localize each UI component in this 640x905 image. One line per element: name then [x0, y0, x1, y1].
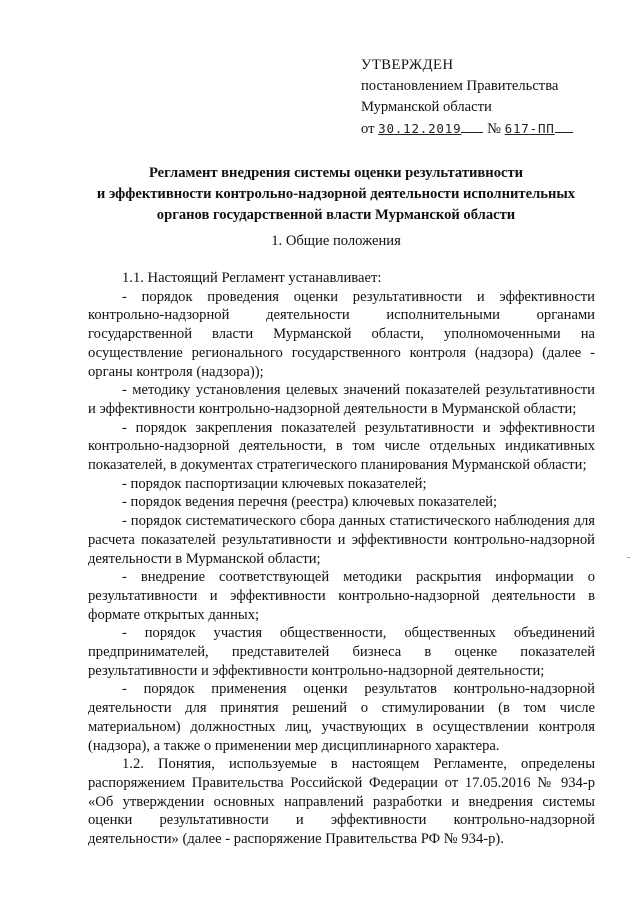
list-item: - порядок проведения оценки результативности и эффективности контрольно-надзорной деятельности исполнительными органами государственной власти Мурманской области, уполномоченными на осуществление регионального государственного контроля (надзора) (далее - органы контроля (надзора));: [88, 288, 595, 380]
list-item: - методику установления целевых значений показателей результативности и эффективности контрольно-надзорной деятельности в Мурманской области;: [88, 382, 595, 417]
approval-from-label: от: [361, 121, 375, 137]
list-item: - порядок паспортизации ключевых показателей;: [122, 475, 427, 492]
paragraph-1-2: 1.2. Понятия, используемые в настоящем Регламенте, определены распоряжением Правительства Российской Федерации от 17.05.2016 № 934-р «Об утверждении основных направлений разработки и внедрения системы оценки результативности и эффективности контрольно-надзорной деятельности» (далее - распоряжение Правительства РФ № 934-р).: [88, 756, 595, 848]
list-item: - порядок участия общественности, общественных объединений предпринимателей, представителей бизнеса в оценке показателей результативности и эффективности контрольно-надзорной деятельности;: [88, 625, 595, 679]
document-body: [88, 269, 595, 849]
title-line-3: органов государственной власти Мурманской области: [156, 207, 516, 223]
approval-heading: УТВЕРЖДЕН: [361, 57, 454, 73]
approval-stamp: [361, 55, 573, 140]
paragraph-1-1: 1.1. Настоящий Регламент устанавливает:: [122, 270, 382, 286]
approval-number: 617-ПП: [504, 121, 555, 136]
list-item: - порядок применения оценки результатов контрольно-надзорной деятельности для принятия решений о стимулировании (в том числе материальном) должностных лиц, участвующих в осуществлении контроля (надзора), а также о применении мер дисциплинарного характера.: [88, 681, 595, 754]
approval-date-number-line: [361, 118, 573, 140]
section-heading: 1. Общие положения: [271, 233, 401, 249]
list-item: - порядок ведения перечня (реестра) ключевых показателей;: [122, 494, 498, 511]
approval-date: 30.12.2019: [378, 121, 462, 136]
document-title: [70, 163, 602, 226]
title-line-1: Регламент внедрения системы оценки результативности: [148, 165, 524, 181]
title-line-2: и эффективности контрольно-надзорной деятельности исполнительных: [96, 186, 576, 202]
approval-region-line: Мурманской области: [361, 99, 492, 115]
approval-decree-line: постановлением Правительства: [361, 78, 559, 94]
list-item: - порядок закрепления показателей результативности и эффективности контрольно-надзорной деятельности, в том числе отдельных индикативных показателей, в документах стратегического планирования Мурманской области;: [88, 419, 595, 474]
list-item: - внедрение соответствующей методики раскрытия информации о результативности и эффективности контрольно-надзорной деятельности в формате открытых данных;: [88, 569, 595, 623]
scan-mark: -: [627, 552, 631, 563]
approval-number-label: №: [487, 121, 501, 137]
list-item: - порядок систематического сбора данных статистического наблюдения для расчета показателей результативности и эффективности контрольно-надзорной деятельности в Мурманской области;: [88, 513, 595, 567]
